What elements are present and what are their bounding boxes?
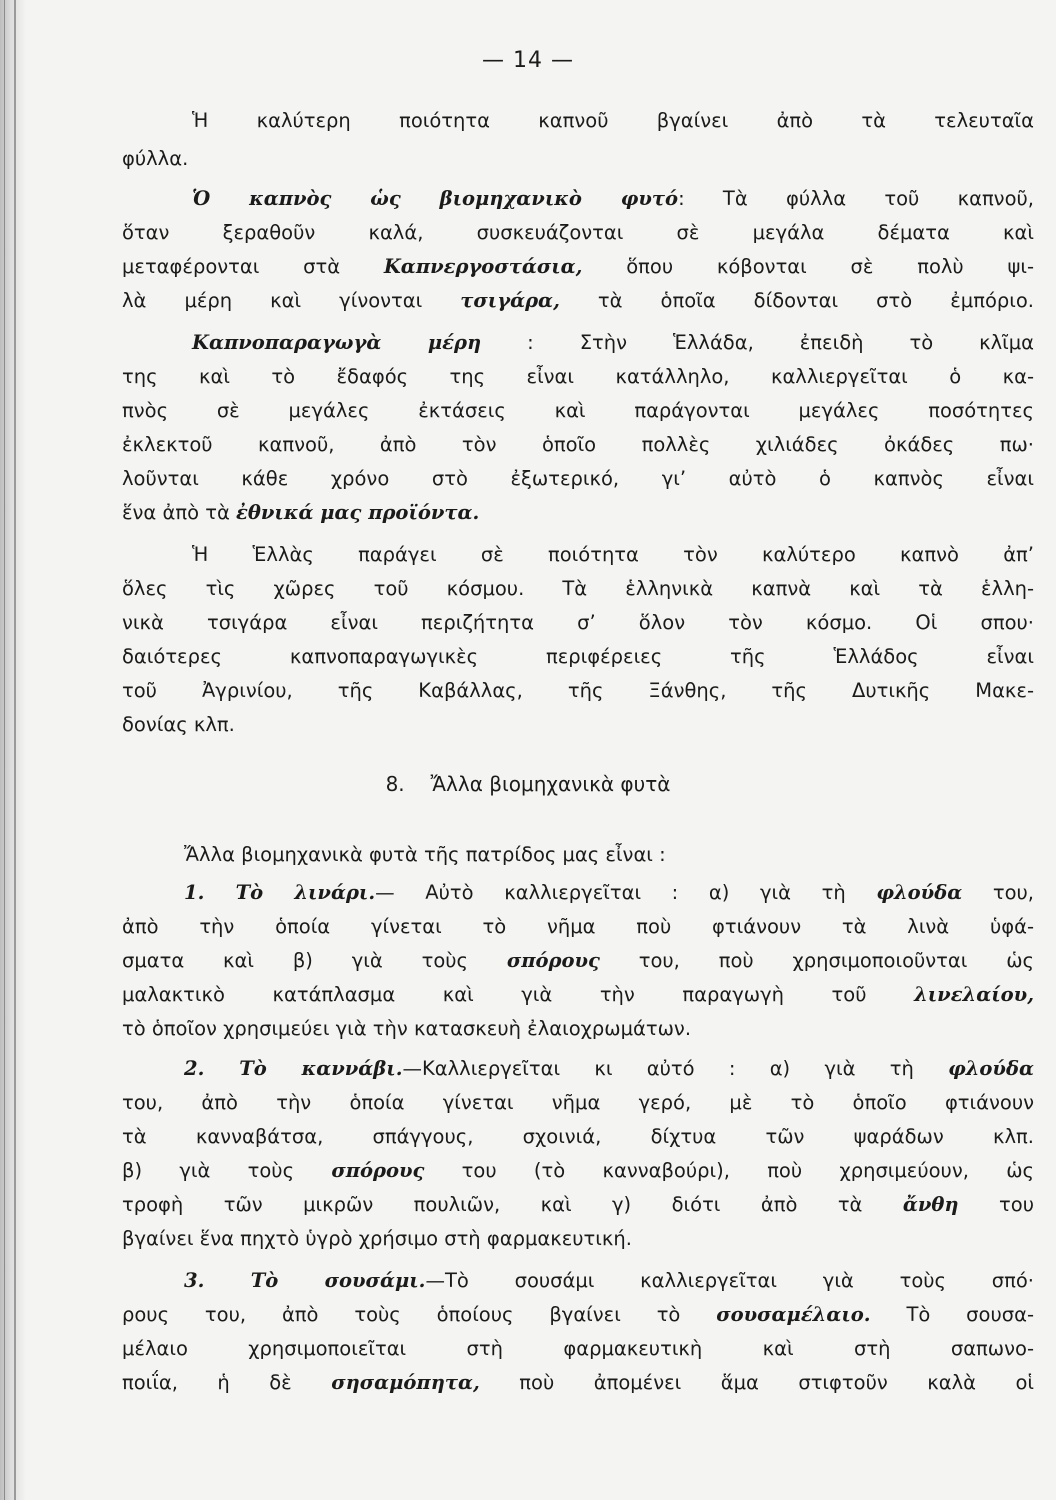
text-line (122, 1300, 1034, 1330)
text-line (122, 1088, 1034, 1118)
text-line (122, 498, 1034, 528)
text-run: —Τὸ σουσάμι καλλιεργεῖται γιὰ τοὺς σπό· (425, 1269, 1035, 1292)
emphasis-text: 1. Τὸ λινάρι. (184, 881, 376, 904)
text-line (184, 1266, 1034, 1296)
text-run: νικὰ τσιγάρα εἶναι περιζήτητα σ’ ὅλον τὸν κόσμο. Οἱ σπου· (122, 611, 1034, 634)
text-line (122, 1224, 1034, 1254)
text-line (122, 1014, 1034, 1044)
text-run: τοῦ Ἀγρινίου, τῆς Καβάλλας, τῆς Ξάνθης, τῆς Δυτικῆς Μακε- (122, 679, 1034, 702)
emphasis-text: σουσαμέλαιο. (716, 1303, 871, 1326)
emphasis-text: Καπνοπαραγωγὰ μέρη (192, 331, 482, 354)
text-line (122, 362, 1034, 392)
text-line (122, 430, 1034, 460)
emphasis-text: ἐθνικά μας προϊόντα. (236, 501, 480, 524)
text-line (122, 1122, 1034, 1152)
text-run: του, (962, 881, 1035, 904)
text-run: της καὶ τὸ ἔδαφός της εἶναι κατάλληλο, καλλιεργεῖται ὁ κα- (122, 365, 1034, 388)
section-heading (0, 772, 1056, 796)
emphasis-text: λινελαίου, (914, 983, 1034, 1006)
text-line (122, 464, 1034, 494)
text-line (122, 1156, 1034, 1186)
text-run: λὰ μέρη καὶ γίνονται (122, 289, 461, 312)
emphasis-text: τσιγάρα, (460, 289, 560, 312)
text-run: Τὸ σουσα- (870, 1303, 1035, 1326)
text-line (122, 218, 1034, 248)
text-line (122, 1368, 1034, 1398)
text-run: ἐκλεκτοῦ καπνοῦ, ἀπὸ τὸν ὁποῖο πολλὲς χιλιάδες ὀκάδες πω· (122, 433, 1034, 456)
text-run: ὅλες τὶς χῶρες τοῦ κόσμου. Τὰ ἑλληνικὰ καπνὰ καὶ τὰ ἑλλη- (122, 577, 1034, 600)
emphasis-text: σπόρους (506, 949, 600, 972)
emphasis-text: φλούδα (948, 1057, 1034, 1080)
text-run: ποιΐα, ἡ δὲ (122, 1371, 332, 1394)
text-run: μέλαιο χρησιμοποιεῖται στὴ φαρμακευτικὴ καὶ στὴ σαπωνο- (122, 1337, 1034, 1360)
text-line (122, 912, 1034, 942)
emphasis-text: 3. Τὸ σουσάμι. (184, 1269, 426, 1292)
text-run: πνὸς σὲ μεγάλες ἐκτάσεις καὶ παράγονται μεγάλες ποσότητες (122, 399, 1034, 422)
text-line (192, 328, 1034, 358)
text-run: σματα καὶ β) γιὰ τοὺς (122, 949, 507, 972)
text-run: ρους του, ἀπὸ τοὺς ὁποίους βγαίνει τὸ (122, 1303, 717, 1326)
text-run: : Τὰ φύλλα τοῦ καπνοῦ, (678, 187, 1034, 210)
emphasis-text: ἄνθη (902, 1193, 959, 1216)
emphasis-text: φλούδα (876, 881, 963, 904)
text-run: δαιότερες καπνοπαραγωγικὲς περιφέρειες τῆς Ἑλλάδος εἶναι (122, 645, 1034, 668)
text-line (122, 574, 1034, 604)
emphasis-text: Ὁ καπνὸς ὡς βιομηχανικὸ φυτό (192, 187, 679, 210)
binding-line (14, 0, 16, 1500)
text-run: βγαίνει ἕνα πηχτὸ ὑγρὸ χρήσιμο στὴ φαρμακευτική. (122, 1227, 632, 1250)
text-line (122, 608, 1034, 638)
text-run: μεταφέρονται στὰ (122, 255, 384, 278)
text-run: του (958, 1193, 1034, 1216)
text-run: — Αὐτὸ καλλιεργεῖται : α) γιὰ τὴ (375, 881, 877, 904)
text-run: ἀπὸ τὴν ὁποία γίνεται τὸ νῆμα ποὺ φτιάνουν τὰ λινὰ ὑφά- (122, 915, 1034, 938)
text-run: του (τὸ κανναβούρι), ποὺ χρησιμεύουν, ὡς (424, 1159, 1034, 1182)
text-line (122, 252, 1034, 282)
text-run: τὰ ὁποῖα δίδονται στὸ ἐμπόριο. (559, 289, 1034, 312)
text-line (184, 840, 1034, 870)
text-line (122, 710, 1034, 740)
section-number: 8. (385, 772, 405, 796)
text-run: τροφὴ τῶν μικρῶν πουλιῶν, καὶ γ) διότι ἀπὸ τὰ (122, 1193, 903, 1216)
text-run: δονίας κλπ. (122, 713, 235, 736)
text-line (184, 1054, 1034, 1084)
binding-line-outer (4, 0, 5, 1500)
text-run: του, ἀπὸ τὴν ὁποία γίνεται νῆμα γερό, μὲ τὸ ὁποῖο φτιάνουν (122, 1091, 1034, 1114)
text-run: τὰ κανναβάτσα, σπάγγους, σχοινιά, δίχτυα τῶν ψαράδων κλπ. (122, 1125, 1034, 1148)
text-run: Ἡ Ἑλλὰς παράγει σὲ ποιότητα τὸν καλύτερο καπνὸ ἀπ’ (192, 543, 1034, 566)
text-line (192, 184, 1034, 214)
text-run: μαλακτικὸ κατάπλασμα καὶ γιὰ τὴν παραγωγὴ τοῦ (122, 983, 915, 1006)
emphasis-text: 2. Τὸ καννάβι. (184, 1057, 403, 1080)
text-run: ποὺ ἀπομένει ἅμα στιφτοῦν καλὰ οἱ (479, 1371, 1034, 1394)
text-run: λοῦνται κάθε χρόνο στὸ ἐξωτερικό, γι’ αὐτὸ ὁ καπνὸς εἶναι (122, 467, 1034, 490)
text-line (122, 946, 1034, 976)
text-line (192, 540, 1034, 570)
text-line (122, 1334, 1034, 1364)
text-run: Ἄλλα βιομηχανικὰ φυτὰ τῆς πατρίδος μας εἶναι : (184, 843, 666, 866)
text-run: ἕνα ἀπὸ τὰ (122, 501, 237, 524)
text-run: β) γιὰ τοὺς (122, 1159, 332, 1182)
text-line (122, 980, 1034, 1010)
text-line (122, 642, 1034, 672)
text-line (192, 106, 1034, 136)
page-number: — 14 — (482, 48, 574, 73)
emphasis-text: σησαμόπητα, (331, 1371, 480, 1394)
text-line (184, 878, 1034, 908)
text-line (122, 286, 1034, 316)
text-run: ὅταν ξεραθοῦν καλά, συσκευάζονται σὲ μεγάλα δέματα καὶ (122, 221, 1034, 244)
text-run: του, ποὺ χρησιμοποιοῦνται ὡς (599, 949, 1034, 972)
text-run: ὅπου κόβονται σὲ πολὺ ψι- (582, 255, 1034, 278)
section-title: Ἄλλα βιομηχανικὰ φυτὰ (430, 772, 671, 796)
text-line (122, 676, 1034, 706)
text-run: —Καλλιεργεῖται κι αὐτό : α) γιὰ τὴ (402, 1057, 949, 1080)
text-run: τὸ ὁποῖον χρησιμεύει γιὰ τὴν κατασκευὴ ἐλαιοχρωμάτων. (122, 1017, 692, 1040)
emphasis-text: σπόρους (331, 1159, 425, 1182)
text-run: : Στὴν Ἑλλάδα, ἐπειδὴ τὸ κλῖμα (481, 331, 1034, 354)
text-line (122, 396, 1034, 426)
emphasis-text: Καπνεργοστάσια, (383, 255, 583, 278)
text-run: φύλλα. (122, 147, 189, 170)
text-line (122, 1190, 1034, 1220)
text-line (122, 144, 1034, 174)
text-run: Ἡ καλύτερη ποιότητα καπνοῦ βγαίνει ἀπὸ τὰ τελευταῖα (192, 109, 1034, 132)
